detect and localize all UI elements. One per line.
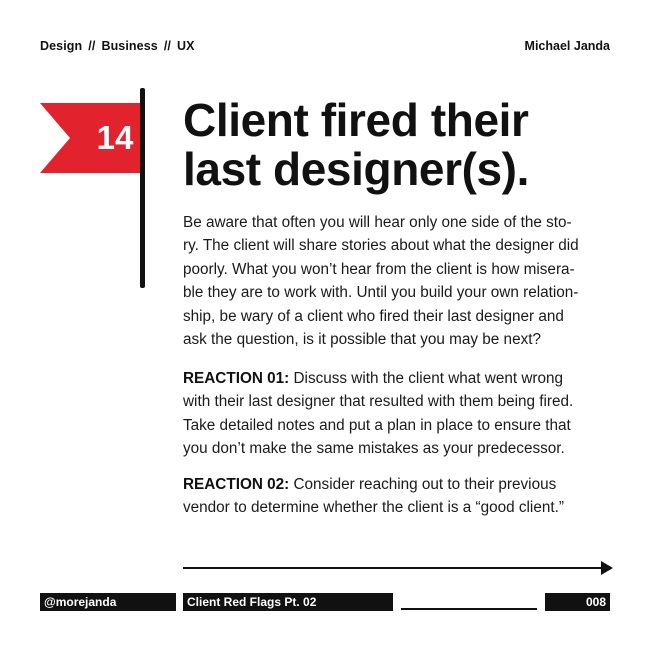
reaction-01-paragraph	[183, 367, 613, 461]
intro-line: ry. The client will share stories about what the designer did	[183, 237, 579, 255]
next-arrow-icon	[183, 560, 613, 576]
series-title: Client Red Flags Pt. 02	[183, 593, 393, 611]
breadcrumb-item-ux: UX	[176, 39, 195, 53]
intro-paragraph	[183, 211, 613, 351]
reaction-01-line: Discuss with the client what went wrong	[289, 370, 564, 387]
breadcrumb-separator: //	[88, 39, 96, 53]
footer-divider	[401, 608, 537, 610]
title-line-1: Client fired their	[183, 94, 529, 146]
intro-line: ship, be wary of a client who fired their last designer and	[183, 307, 564, 325]
author-name: Michael Janda	[524, 39, 610, 53]
title-line-2: last designer(s).	[183, 143, 529, 195]
intro-line: ble they are to work with. Until you build your own relation-	[183, 284, 579, 302]
reaction-01-line: with their last designer that resulted with them being fired.	[183, 393, 574, 411]
breadcrumb-separator: //	[163, 39, 171, 53]
breadcrumb-item-business: Business	[101, 39, 158, 53]
flag-number: 14	[96, 119, 134, 156]
social-handle: @morejanda	[40, 593, 176, 611]
flag-badge	[40, 103, 140, 173]
breadcrumb	[40, 39, 195, 53]
intro-line: poorly. What you won’t hear from the client is how misera-	[183, 260, 575, 278]
reaction-02-line: Consider reaching out to their previous	[289, 476, 557, 493]
reaction-01-label: REACTION 01:	[183, 370, 290, 387]
reaction-02-label: REACTION 02:	[183, 476, 290, 493]
breadcrumb-item-design: Design	[40, 39, 83, 53]
reaction-02-line: vendor to determine whether the client is a “good client.”	[183, 499, 564, 517]
reaction-01-line: you don’t make the same mistakes as your predecessor.	[183, 440, 565, 458]
reaction-02-paragraph	[183, 473, 613, 520]
flag-pole	[140, 88, 145, 288]
intro-line: Be aware that often you will hear only one side of the sto-	[183, 214, 572, 231]
page-number: 008	[545, 593, 610, 611]
page-title	[183, 96, 613, 194]
reaction-01-line: Take detailed notes and put a plan in place to ensure that	[183, 416, 571, 434]
intro-line: ask the question, is it possible that you may be next?	[183, 331, 541, 349]
